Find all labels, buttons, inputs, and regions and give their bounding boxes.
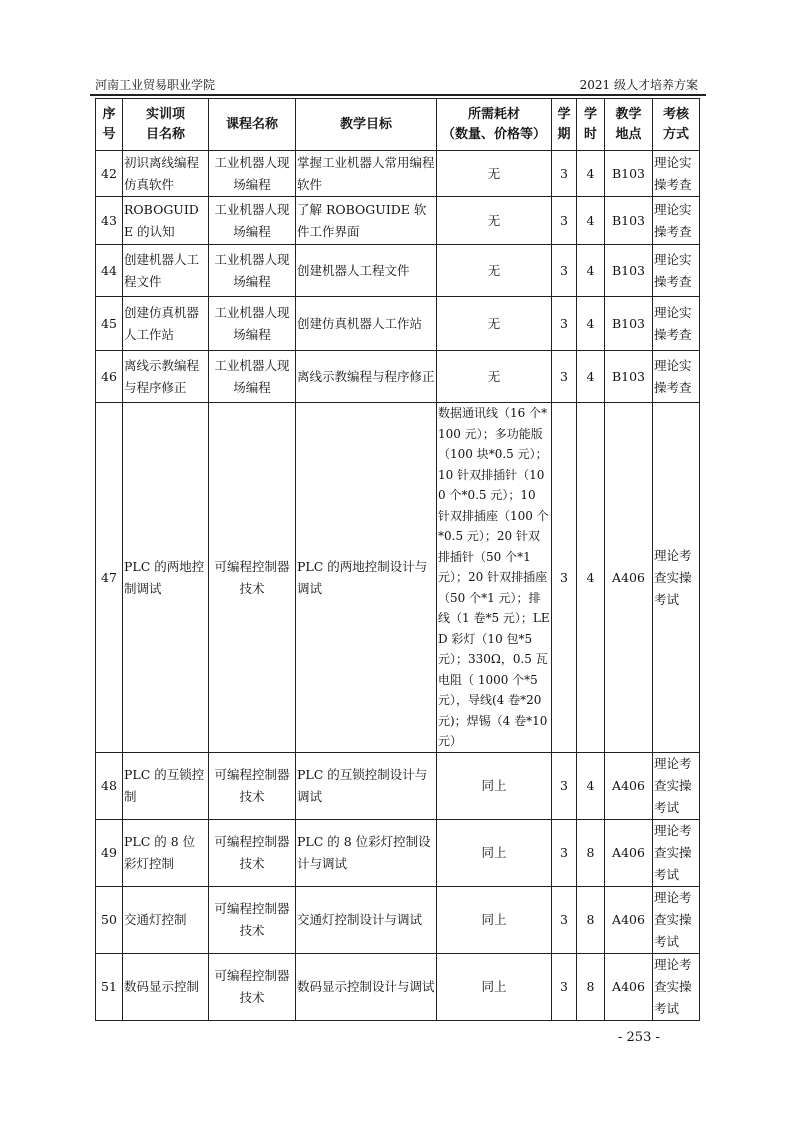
cell-location: A406 xyxy=(605,753,653,820)
header-rule xyxy=(90,94,706,96)
page-number: - 253 - xyxy=(618,1030,660,1045)
cell-course: 工业机器人现场编程 xyxy=(209,197,296,245)
col-header-project: 实训项 目名称 xyxy=(123,99,209,151)
cell-course: 工业机器人现场编程 xyxy=(209,151,296,197)
cell-assessment: 理论实操考查 xyxy=(653,351,700,403)
cell-goal: 创建机器人工程文件 xyxy=(296,245,437,297)
cell-goal: PLC 的两地控制设计与调试 xyxy=(296,403,437,753)
cell-course: 工业机器人现场编程 xyxy=(209,245,296,297)
cell-assessment: 理论考查实操考试 xyxy=(653,887,700,954)
cell-no: 44 xyxy=(96,245,123,297)
col-header-materials: 所需耗材 （数量、价格等） xyxy=(437,99,552,151)
cell-assessment: 理论考查实操考试 xyxy=(653,954,700,1021)
cell-no: 49 xyxy=(96,820,123,887)
cell-materials: 数据通讯线（16 个*100 元）；多功能版（100 块*0.5 元）；10 针双排插针（100 个*0.5 元）；10 针双排插座（100 个*0.5 元）；20 针双排插针（50 个*1 元）；20 针双排插座（50 个*1 元）；排线（1 卷*5 元）；LED 彩灯（10 包*5 元）；330Ω，0.5 瓦电阻（ 1000 个*5 元），导线(4 卷*20 元)；焊锡（4 卷*10 元） xyxy=(437,403,552,753)
cell-materials: 无 xyxy=(437,151,552,197)
cell-hours: 8 xyxy=(577,954,605,1021)
cell-term: 3 xyxy=(552,887,577,954)
table-row xyxy=(96,151,700,197)
cell-no: 43 xyxy=(96,197,123,245)
cell-course: 工业机器人现场编程 xyxy=(209,351,296,403)
cell-no: 47 xyxy=(96,403,123,753)
cell-term: 3 xyxy=(552,197,577,245)
cell-hours: 4 xyxy=(577,351,605,403)
cell-project: PLC 的互锁控制 xyxy=(123,753,209,820)
cell-materials: 无 xyxy=(437,197,552,245)
table-row xyxy=(96,887,700,954)
cell-location: B103 xyxy=(605,297,653,351)
header-document-title: 2021 级人才培养方案 xyxy=(579,78,698,92)
cell-materials: 同上 xyxy=(437,820,552,887)
cell-goal: 创建仿真机器人工作站 xyxy=(296,297,437,351)
cell-project: 创建机器人工程文件 xyxy=(123,245,209,297)
cell-project: 初识离线编程仿真软件 xyxy=(123,151,209,197)
cell-materials: 同上 xyxy=(437,753,552,820)
cell-no: 45 xyxy=(96,297,123,351)
cell-location: B103 xyxy=(605,197,653,245)
table-row xyxy=(96,351,700,403)
cell-course: 工业机器人现场编程 xyxy=(209,297,296,351)
cell-assessment: 理论实操考查 xyxy=(653,151,700,197)
cell-assessment: 理论考查实操考试 xyxy=(653,820,700,887)
cell-location: A406 xyxy=(605,887,653,954)
cell-hours: 4 xyxy=(577,245,605,297)
cell-no: 48 xyxy=(96,753,123,820)
table-header-row xyxy=(96,99,700,151)
cell-course: 可编程控制器技术 xyxy=(209,403,296,753)
cell-materials: 同上 xyxy=(437,887,552,954)
cell-project: PLC 的两地控制调试 xyxy=(123,403,209,753)
cell-hours: 4 xyxy=(577,403,605,753)
cell-location: B103 xyxy=(605,245,653,297)
cell-goal: 了解 ROBOGUIDE 软件工作界面 xyxy=(296,197,437,245)
col-header-hours: 学 时 xyxy=(577,99,605,151)
cell-project: 数码显示控制 xyxy=(123,954,209,1021)
cell-term: 3 xyxy=(552,820,577,887)
cell-materials: 无 xyxy=(437,245,552,297)
cell-materials: 无 xyxy=(437,351,552,403)
table-row xyxy=(96,820,700,887)
cell-course: 可编程控制器技术 xyxy=(209,753,296,820)
cell-assessment: 理论考查实操考试 xyxy=(653,753,700,820)
cell-hours: 8 xyxy=(577,820,605,887)
header-institution: 河南工业贸易职业学院 xyxy=(95,78,216,92)
cell-project: PLC 的 8 位彩灯控制 xyxy=(123,820,209,887)
cell-term: 3 xyxy=(552,351,577,403)
col-header-term: 学 期 xyxy=(552,99,577,151)
cell-assessment: 理论实操考查 xyxy=(653,197,700,245)
table-row xyxy=(96,197,700,245)
cell-hours: 4 xyxy=(577,753,605,820)
col-header-course: 课程名称 xyxy=(209,99,296,151)
cell-goal: 交通灯控制设计与调试 xyxy=(296,887,437,954)
cell-hours: 4 xyxy=(577,297,605,351)
cell-goal: 数码显示控制设计与调试 xyxy=(296,954,437,1021)
cell-course: 可编程控制器技术 xyxy=(209,820,296,887)
cell-term: 3 xyxy=(552,403,577,753)
cell-no: 51 xyxy=(96,954,123,1021)
table-row xyxy=(96,954,700,1021)
cell-term: 3 xyxy=(552,151,577,197)
col-header-goal: 教学目标 xyxy=(296,99,437,151)
cell-goal: PLC 的互锁控制设计与调试 xyxy=(296,753,437,820)
col-header-assessment: 考核 方式 xyxy=(653,99,700,151)
table-row xyxy=(96,297,700,351)
cell-materials: 同上 xyxy=(437,954,552,1021)
cell-location: A406 xyxy=(605,954,653,1021)
cell-location: B103 xyxy=(605,351,653,403)
col-header-location: 教学 地点 xyxy=(605,99,653,151)
cell-hours: 4 xyxy=(577,197,605,245)
cell-materials: 无 xyxy=(437,297,552,351)
cell-hours: 8 xyxy=(577,887,605,954)
cell-assessment: 理论实操考查 xyxy=(653,245,700,297)
cell-assessment: 理论实操考查 xyxy=(653,297,700,351)
table-row xyxy=(96,245,700,297)
col-header-no: 序 号 xyxy=(96,99,123,151)
cell-no: 46 xyxy=(96,351,123,403)
cell-goal: 掌握工业机器人常用编程软件 xyxy=(296,151,437,197)
training-projects-table xyxy=(95,98,700,1021)
cell-term: 3 xyxy=(552,954,577,1021)
cell-no: 42 xyxy=(96,151,123,197)
cell-term: 3 xyxy=(552,753,577,820)
cell-hours: 4 xyxy=(577,151,605,197)
cell-project: 创建仿真机器人工作站 xyxy=(123,297,209,351)
cell-assessment: 理论考查实操考试 xyxy=(653,403,700,753)
cell-project: 交通灯控制 xyxy=(123,887,209,954)
cell-no: 50 xyxy=(96,887,123,954)
cell-term: 3 xyxy=(552,245,577,297)
cell-location: A406 xyxy=(605,403,653,753)
table-row xyxy=(96,403,700,753)
cell-location: A406 xyxy=(605,820,653,887)
cell-goal: 离线示教编程与程序修正 xyxy=(296,351,437,403)
cell-course: 可编程控制器技术 xyxy=(209,954,296,1021)
cell-project: 离线示教编程与程序修正 xyxy=(123,351,209,403)
cell-location: B103 xyxy=(605,151,653,197)
cell-course: 可编程控制器技术 xyxy=(209,887,296,954)
cell-goal: PLC 的 8 位彩灯控制设计与调试 xyxy=(296,820,437,887)
cell-project: ROBOGUIDE 的认知 xyxy=(123,197,209,245)
table-row xyxy=(96,753,700,820)
cell-term: 3 xyxy=(552,297,577,351)
